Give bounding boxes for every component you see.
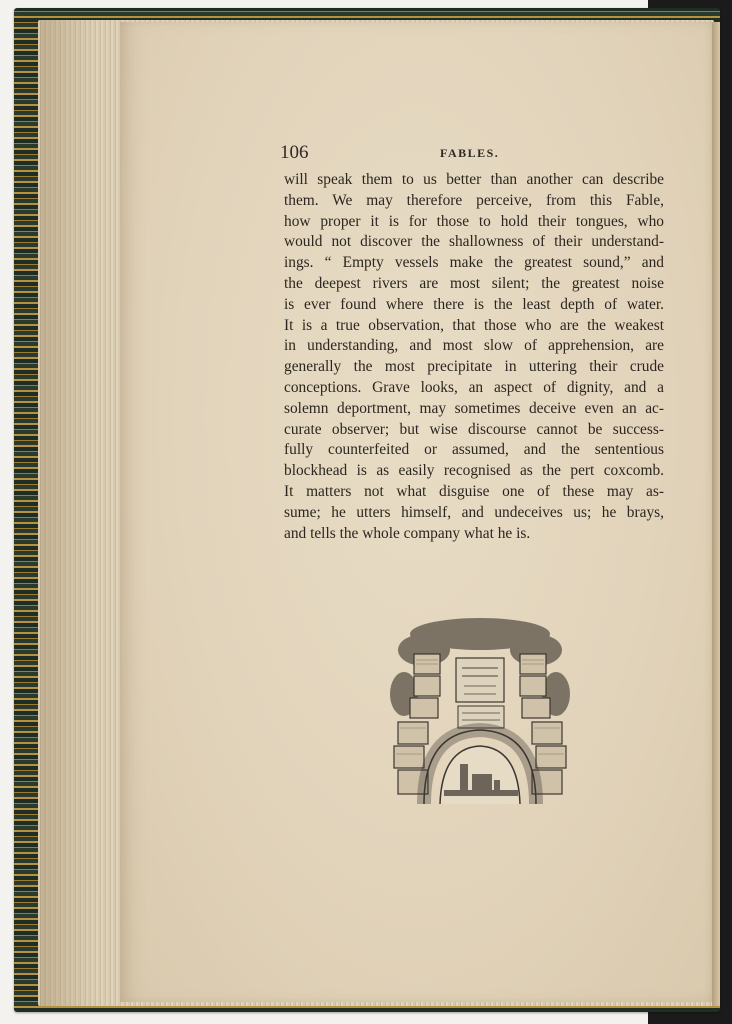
text-line: how proper it is for those to hold their tongues, who bbox=[284, 212, 664, 230]
gutter-shadow bbox=[40, 20, 130, 1006]
text-line: ings. “ Empty vessels make the greatest sound,” and bbox=[284, 254, 664, 272]
text-line: generally the most precipitate in uttering their crude bbox=[284, 358, 664, 376]
running-head bbox=[280, 142, 662, 164]
text-line: blockhead is as easily recognised as the pert coxcomb. bbox=[284, 462, 664, 480]
running-title: FABLES. bbox=[440, 146, 500, 160]
text-line: the deepest rivers are most silent; the greatest noise bbox=[284, 274, 664, 292]
text-line: is ever found where there is the least depth of water. bbox=[284, 295, 664, 313]
text-line: solemn deportment, may sometimes deceive even an ac- bbox=[284, 399, 664, 417]
text-line: would not discover the shallowness of their understand- bbox=[284, 233, 664, 251]
tailpiece-vignette bbox=[384, 614, 576, 814]
text-line: them. We may therefore perceive, from this Fable, bbox=[284, 191, 664, 209]
body-text bbox=[284, 170, 664, 544]
text-line: It is a true observation, that those who are the weakest bbox=[284, 316, 664, 334]
text-line: will speak them to us better than another can describe bbox=[284, 171, 664, 188]
page-number: 106 bbox=[280, 142, 309, 163]
text-line: and tells the whole company what he is. bbox=[284, 524, 531, 542]
text-line: in understanding, and most slow of apprehension, are bbox=[284, 337, 664, 355]
page-fore-edge bbox=[712, 22, 720, 1006]
text-line: conceptions. Grave looks, an aspect of dignity, and a bbox=[284, 378, 664, 396]
text-line: It matters not what disguise one of these may as- bbox=[284, 482, 664, 500]
text-line: sume; he utters himself, and undeceives us; he brays, bbox=[284, 503, 664, 521]
text-line: fully counterfeited or assumed, and the sententious bbox=[284, 441, 664, 459]
text-line: curate observer; but wise discourse cannot be success- bbox=[284, 420, 664, 438]
